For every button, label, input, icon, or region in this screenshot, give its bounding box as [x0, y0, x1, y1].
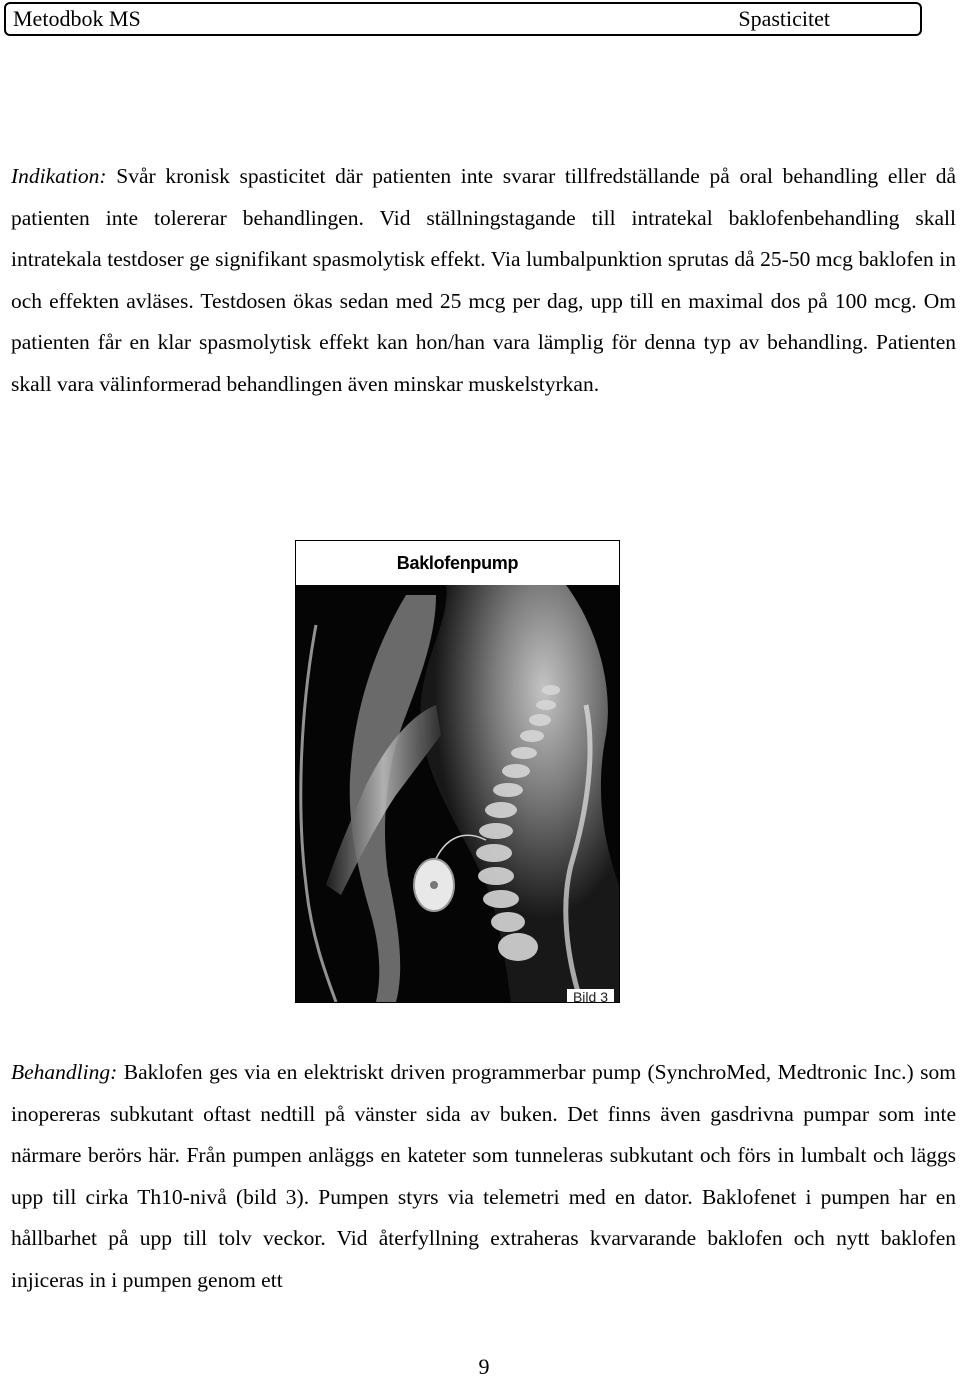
- indication-paragraph: [11, 156, 956, 405]
- treatment-text: Baklofen ges via en elektriskt driven programmerbar pump (SynchroMed, Medtronic Inc.) som inopereras subkutant oftast nedtill på vänster sida av buken. Det finns även gasdrivna pumpar som inte närmare berörs här. Från pumpen anläggs en kateter som tunneleras subkutant och förs in lumbalt och läggs upp till cirka Th10-nivå (bild 3). Pumpen styrs via telemetri med en dator. Baklofenet i pumpen har en hållbarhet på upp till tolv veckor. Vid återfyllning extraheras kvarvarande baklofen och nytt baklofen injiceras in i pumpen genom ett: [11, 1060, 956, 1292]
- indication-text: Svår kronisk spasticitet där patienten inte svarar tillfredställande på oral behandling eller då patienten inte tolererar behandlingen. Vid ställningstagande till intratekal baklofenbehandling skall intratekala testdoser ge signifikant spasmolytisk effekt. Via lumbalpunktion sprutas då 25-50 mcg baklofen in och effekten avläses. Testdosen ökas sedan med 25 mcg per dag, upp till en maximal dos på 100 mcg. Om patienten får en klar spasmolytisk effekt kan hon/han vara lämplig för denna typ av behandling. Patienten skall vara välinformerad behandlingen även minskar muskelstyrkan.: [11, 164, 956, 396]
- pump-illustration: [296, 585, 619, 1002]
- baclofen-pump-figure: [295, 540, 620, 1003]
- page-number: 9: [478, 1354, 490, 1379]
- figure-title: Baklofenpump: [296, 541, 619, 585]
- header-section-title: Spasticitet: [738, 6, 830, 31]
- treatment-label: Behandling:: [11, 1060, 118, 1084]
- indication-label: Indikation:: [11, 164, 107, 188]
- figure-caption: Bild 3: [567, 989, 614, 1003]
- header-document-title: Metodbok MS: [13, 6, 141, 31]
- page-header: [4, 2, 922, 36]
- treatment-paragraph: [11, 1052, 956, 1301]
